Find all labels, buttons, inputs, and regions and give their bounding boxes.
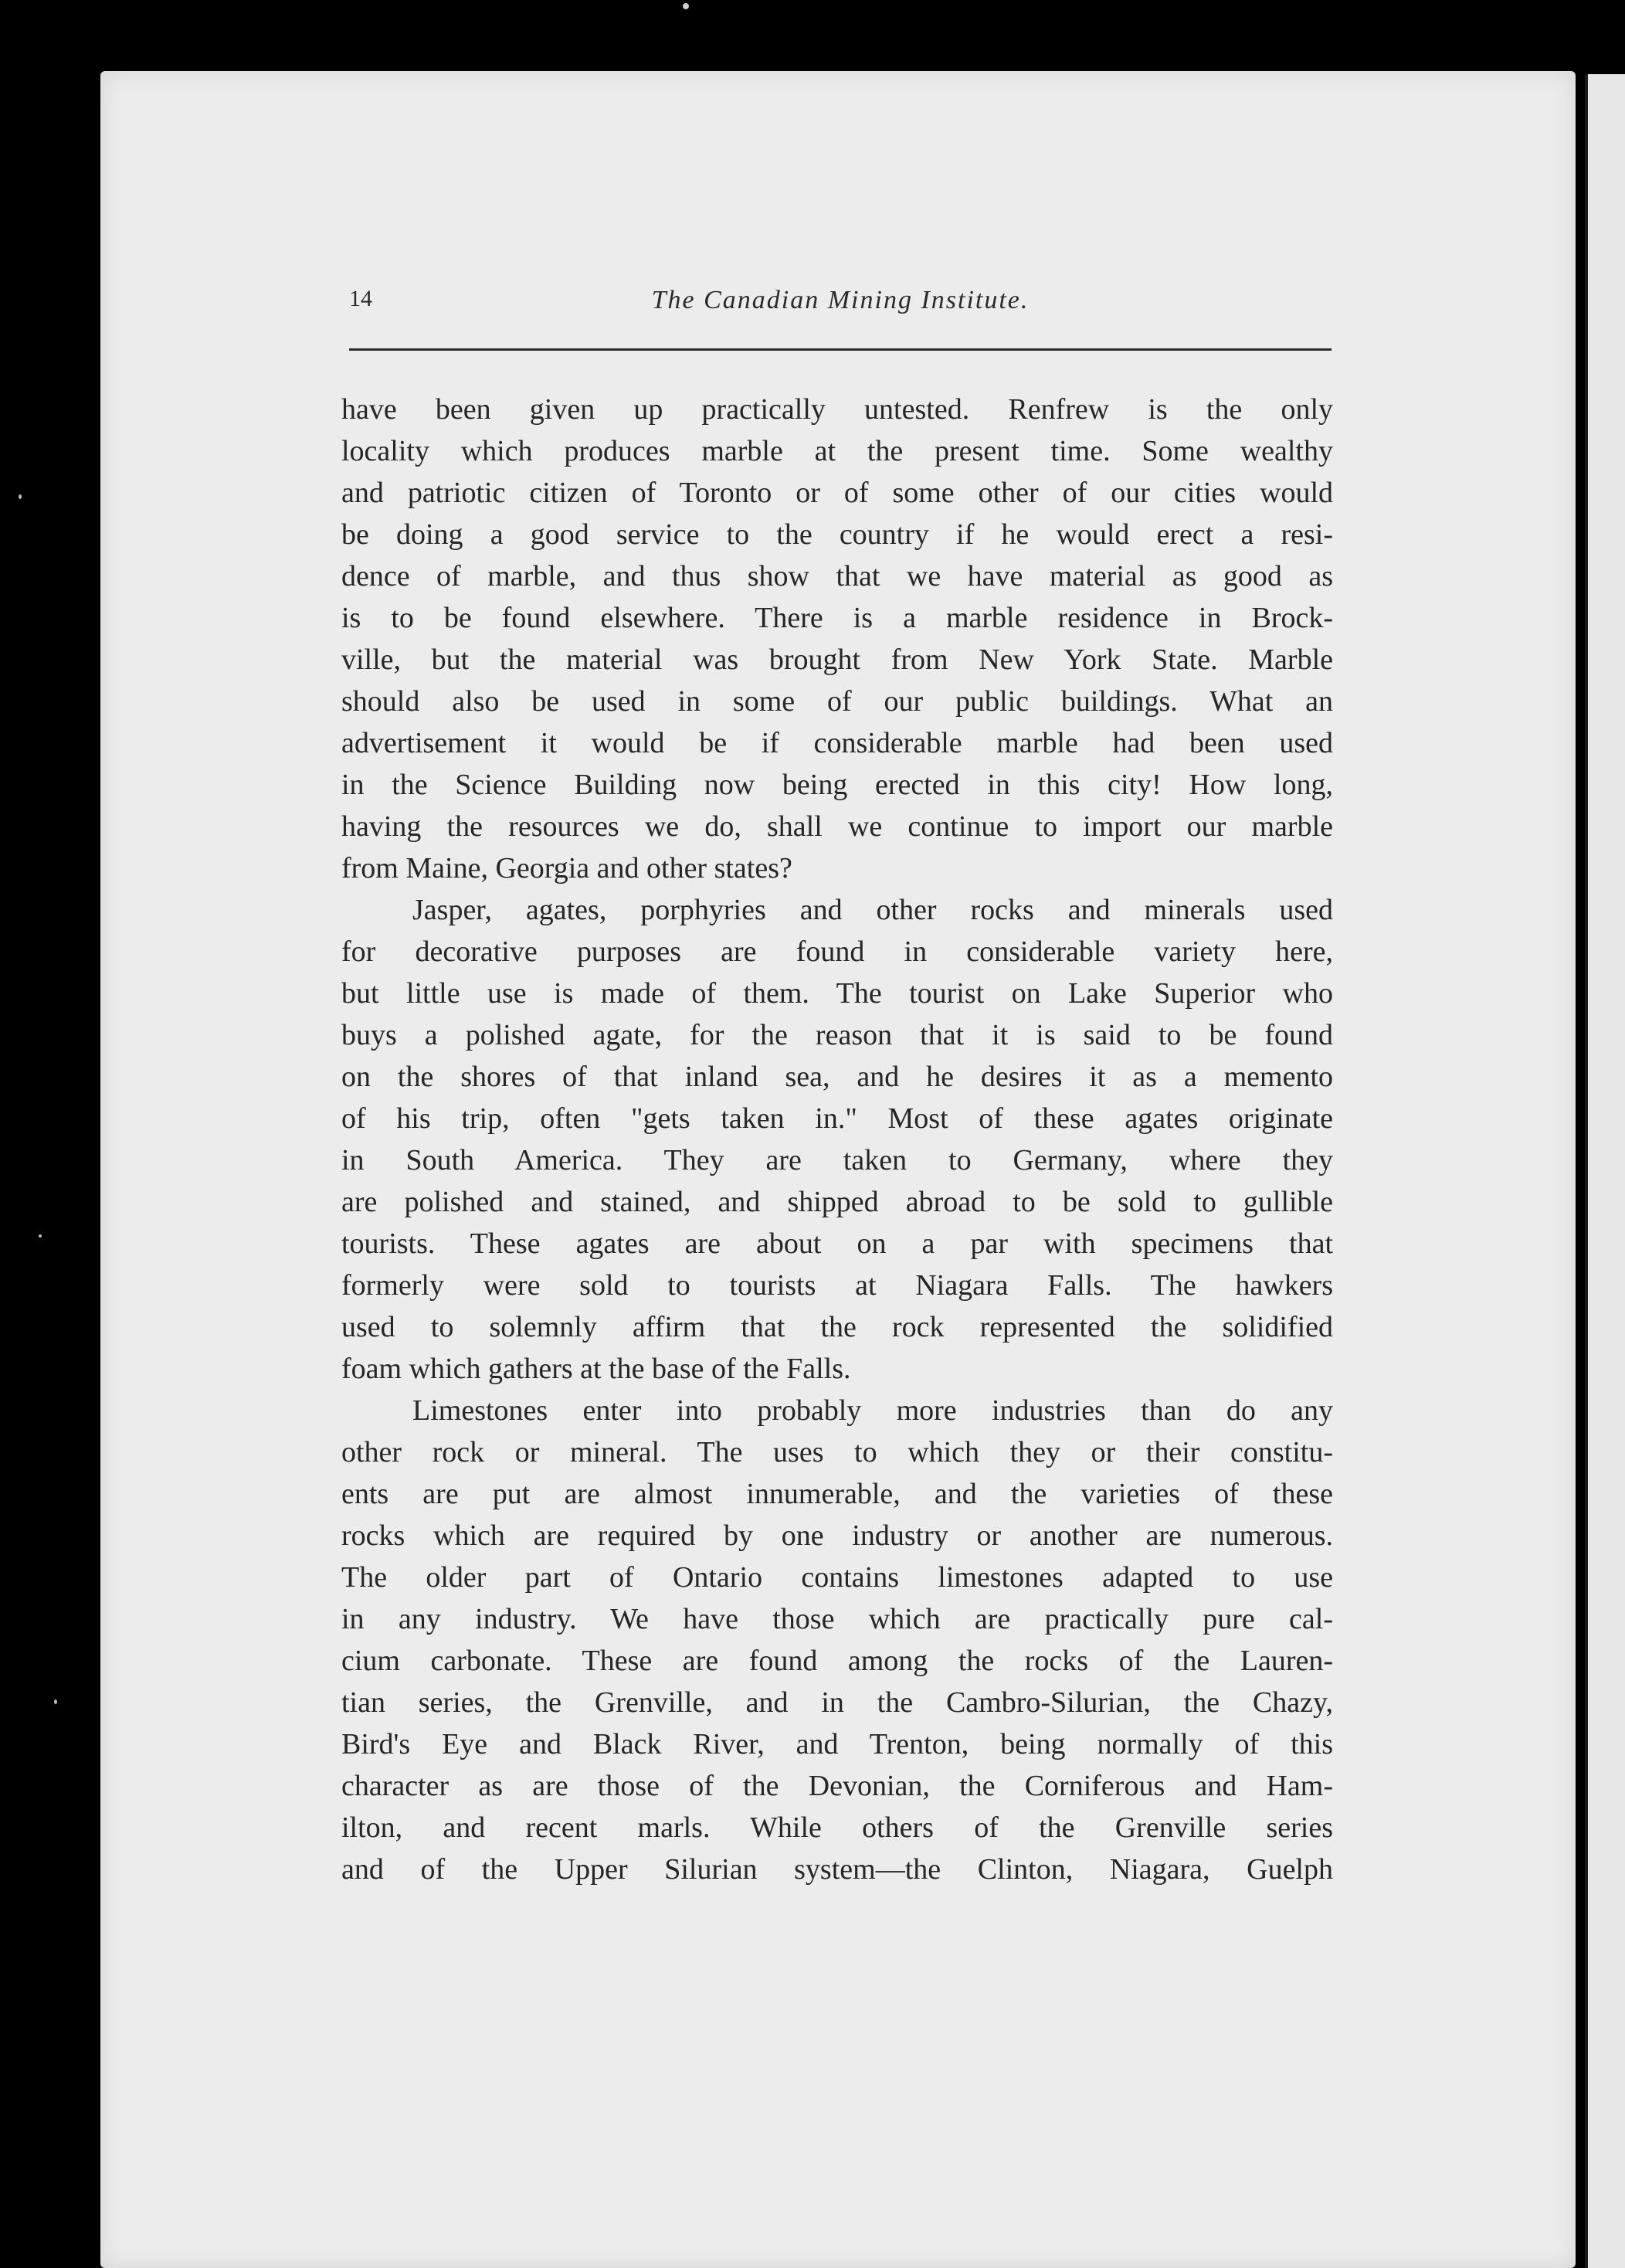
text-line: having the resources we do, shall we continue to import our marble xyxy=(341,810,1333,843)
text-line: rocks which are required by one industry or another are numerous. xyxy=(341,1519,1333,1552)
text-line: ilton, and recent marls. While others of the Grenville series xyxy=(341,1811,1333,1844)
text-line: be doing a good service to the country if he would erect a resi- xyxy=(341,518,1333,551)
dust-speck xyxy=(19,494,22,499)
body-text xyxy=(341,389,1333,1890)
text-line: are polished and stained, and shipped abroad to be sold to gullible xyxy=(341,1186,1333,1218)
text-line: cium carbonate. These are found among the rocks of the Lauren- xyxy=(341,1645,1333,1677)
text-line: for decorative purposes are found in considerable variety here, xyxy=(341,935,1333,968)
text-line: have been given up practically untested. Renfrew is the only xyxy=(341,393,1333,426)
paragraph-limestones xyxy=(341,1390,1333,1890)
text-line: used to solemnly affirm that the rock represented the solidified xyxy=(341,1311,1333,1343)
text-line: is to be found elsewhere. There is a marble residence in Brock- xyxy=(341,602,1333,634)
dust-speck xyxy=(39,1234,42,1238)
paragraph-agates xyxy=(341,889,1333,1390)
text-line: Jasper, agates, porphyries and other rocks and minerals used xyxy=(412,894,1333,926)
text-line: Bird's Eye and Black River, and Trenton, being normally of this xyxy=(341,1728,1333,1760)
text-line: on the shores of that inland sea, and he desires it as a memento xyxy=(341,1061,1333,1093)
text-line: formerly were sold to tourists at Niagara Falls. The hawkers xyxy=(341,1269,1333,1302)
text-line: from Maine, Georgia and other states? xyxy=(341,852,792,884)
running-title: The Canadian Mining Institute. xyxy=(651,286,1030,314)
text-line: tourists. These agates are about on a par with specimens that xyxy=(341,1227,1333,1260)
adjacent-page-edge xyxy=(1585,74,1625,2268)
text-line: The older part of Ontario contains limestones adapted to use xyxy=(341,1561,1333,1594)
dust-speck xyxy=(54,1699,57,1704)
text-line: tian series, the Grenville, and in the Cambro-Silurian, the Chazy, xyxy=(341,1686,1333,1719)
text-line: character as are those of the Devonian, the Corniferous and Ham- xyxy=(341,1770,1333,1802)
paragraph-marble xyxy=(341,389,1333,889)
page-number: 14 xyxy=(349,286,372,311)
text-line: foam which gathers at the base of the Falls. xyxy=(341,1353,851,1385)
text-line: of his trip, often "gets taken in." Most of these agates originate xyxy=(341,1102,1333,1135)
text-line: and of the Upper Silurian system—the Clinton, Niagara, Guelph xyxy=(341,1853,1333,1886)
text-line: but little use is made of them. The tourist on Lake Superior who xyxy=(341,977,1333,1010)
text-line: in the Science Building now being erected in this city! How long, xyxy=(341,769,1333,801)
text-line: ents are put are almost innumerable, and the varieties of these xyxy=(341,1478,1333,1510)
dust-speck xyxy=(683,3,689,9)
text-line: advertisement it would be if considerable marble had been used xyxy=(341,727,1333,759)
text-line: and patriotic citizen of Toronto or of some other of our cities would xyxy=(341,477,1333,509)
text-line: in South America. They are taken to Germany, where they xyxy=(341,1144,1333,1176)
header-rule xyxy=(349,348,1332,351)
text-line: in any industry. We have those which are practically pure cal- xyxy=(341,1603,1333,1635)
text-line: should also be used in some of our public buildings. What an xyxy=(341,685,1333,718)
text-line: locality which produces marble at the present time. Some wealthy xyxy=(341,435,1333,467)
page-header xyxy=(349,286,1332,324)
text-line: buys a polished agate, for the reason that it is said to be found xyxy=(341,1019,1333,1051)
text-line: other rock or mineral. The uses to which they or their constitu- xyxy=(341,1436,1333,1468)
text-line: ville, but the material was brought from New York State. Marble xyxy=(341,643,1333,676)
text-line: dence of marble, and thus show that we have material as good as xyxy=(341,560,1333,592)
text-line: Limestones enter into probably more industries than do any xyxy=(412,1394,1333,1427)
